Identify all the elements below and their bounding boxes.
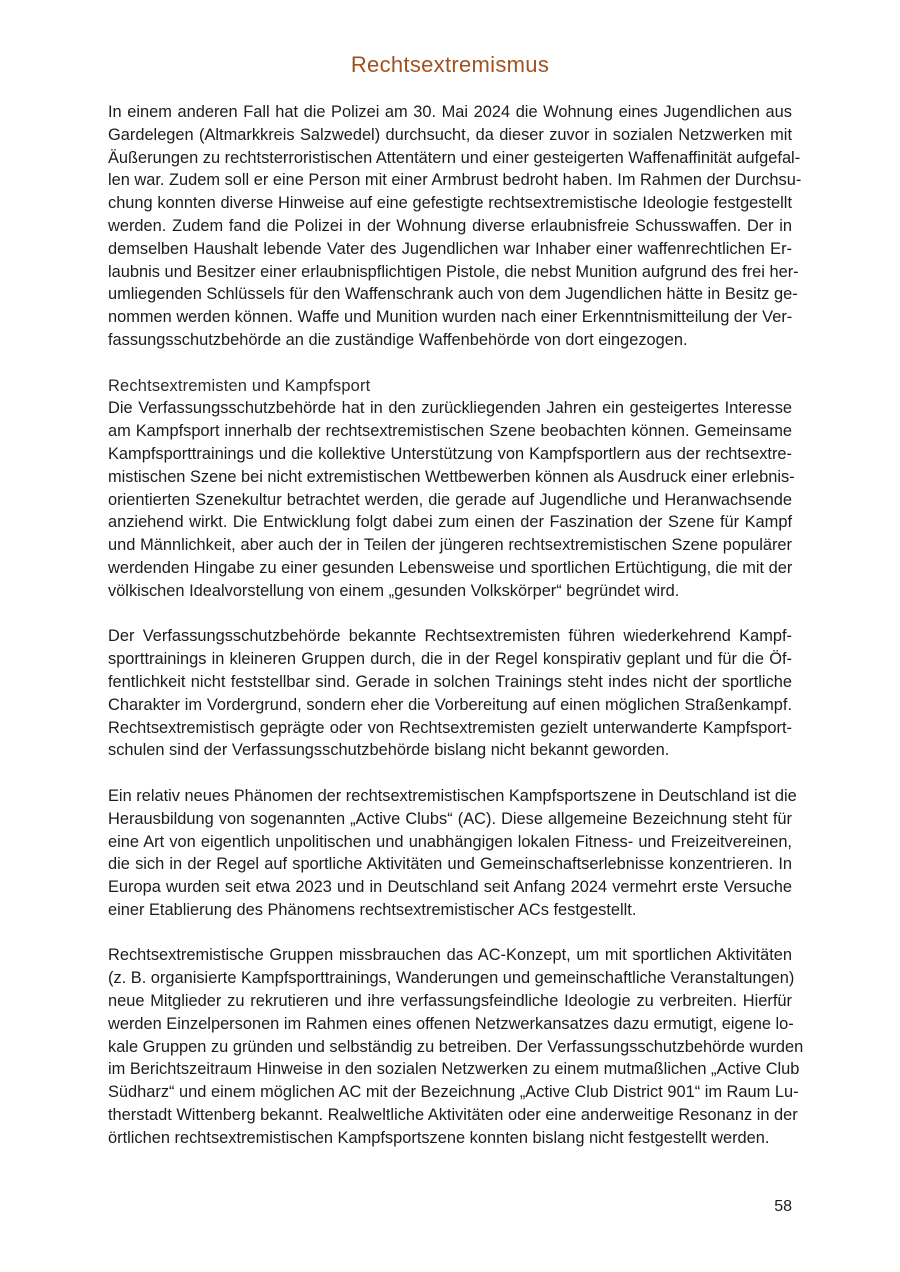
- text-line: die sich in der Regel auf sportliche Aktivitäten und Gemeinschaftserlebnisse konzentrieren. In: [108, 855, 792, 874]
- text-line: (z. B. organisierte Kampfsporttrainings, Wanderungen und gemeinschaftliche Veranstaltungen): [108, 969, 795, 988]
- text-line: Kampfsporttrainings und die kollektive Unterstützung von Kampfsportlern aus der rechtsextre-: [108, 444, 792, 463]
- text-line: fassungsschutzbehörde an die zuständige Waffenbehörde von dort eingezogen.: [108, 330, 688, 349]
- paragraph: [108, 785, 797, 922]
- paragraph-gap: [108, 922, 792, 945]
- page-number: 58: [774, 1198, 792, 1215]
- text-line: Die Verfassungsschutzbehörde hat in den zurückliegenden Jahren ein gesteigertes Interesse: [108, 399, 792, 418]
- running-header-title: Rechtsextremismus: [350, 52, 550, 77]
- text-line: Gardelegen (Altmarkkreis Salzwedel) durchsucht, da dieser zuvor in sozialen Netzwerken mit: [108, 125, 792, 144]
- text-line: örtlichen rechtsextremistischen Kampfsportszene konnten bislang nicht festgestellt werden.: [108, 1128, 770, 1147]
- text-line: Südharz“ und einem möglichen AC mit der Bezeichnung „Active Club District 901“ im Raum Lu-: [108, 1083, 799, 1102]
- text-line: umliegenden Schlüssels für den Waffenschrank auch von dem Jugendlichen hätte in Besitz ge-: [108, 285, 798, 304]
- text-line: Äußerungen zu rechtsterroristischen Attentätern und einer gesteigerten Waffenaffinität aufgefal-: [108, 148, 801, 167]
- paragraph-gap: [108, 762, 792, 785]
- page-body: [108, 101, 804, 1150]
- text-line: werden. Zudem fand die Polizei in der Wohnung diverse erlaubnisfreie Schusswaffen. Der in: [108, 216, 792, 235]
- text-line: im Berichtszeitraum Hinweise in den sozialen Netzwerken zu einem mutmaßlichen „Active Club: [108, 1060, 800, 1079]
- text-line: eine Art von eigentlich unpolitischen und unabhängigen lokalen Fitness- und Freizeitvereinen,: [108, 832, 792, 851]
- text-line: völkischen Idealvorstellung von einem „gesunden Volkskörper“ begründet wird.: [108, 581, 680, 600]
- text-line: Rechtsextremistische Gruppen missbrauchen das AC-Konzept, um mit sportlichen Aktivitäten: [108, 946, 792, 965]
- text-line: chung konnten diverse Hinweise auf eine gefestigte rechtsextremistische Ideologie festgestellt: [108, 194, 792, 213]
- text-line: laubnis und Besitzer einer erlaubnispflichtigen Pistole, die nebst Munition aufgrund des frei her-: [108, 262, 799, 281]
- paragraph-gap: [108, 352, 792, 375]
- text-line: len war. Zudem soll er eine Person mit einer Armbrust bedroht haben. Im Rahmen der Durchsu-: [108, 171, 802, 190]
- text-line: einer Etablierung des Phänomens rechtsextremistischer ACs festgestellt.: [108, 900, 637, 919]
- text-line: mistischen Szene bei nicht extremistischen Wettbewerben können als Ausdruck einer erlebnis-: [108, 467, 795, 486]
- text-line: therstadt Wittenberg bekannt. Realweltliche Aktivitäten oder eine anderweitige Resonanz in der: [108, 1106, 798, 1125]
- text-line: sporttrainings in kleineren Gruppen durch, die in der Regel konspirativ geplant und für die Öf-: [108, 650, 792, 669]
- text-line: Rechtsextremistisch geprägte oder von Rechtsextremisten gezielt unterwanderte Kampfsport-: [108, 718, 792, 737]
- text-line: anziehend wirkt. Die Entwicklung folgt dabei zum einen der Faszination der Szene für Kampf: [108, 513, 792, 532]
- section-heading: Rechtsextremisten und Kampfsport: [108, 376, 371, 395]
- text-line: am Kampfsport innerhalb der rechtsextremistischen Szene beobachten können. Gemeinsame: [108, 422, 792, 441]
- text-line: Der Verfassungsschutzbehörde bekannte Rechtsextremisten führen wiederkehrend Kampf-: [108, 627, 792, 646]
- paragraph: [108, 944, 804, 1149]
- text-line: schulen sind der Verfassungsschutzbehörde bislang nicht bekannt geworden.: [108, 741, 670, 760]
- text-line: In einem anderen Fall hat die Polizei am 30. Mai 2024 die Wohnung eines Jugendlichen aus: [108, 103, 792, 121]
- paragraph: [108, 375, 795, 603]
- text-line: demselben Haushalt lebende Vater des Jugendlichen war Inhaber einer waffenrechtlichen Er-: [108, 239, 792, 258]
- paragraph: [108, 101, 802, 352]
- text-line: neue Mitglieder zu rekrutieren und ihre verfassungsfeindliche Ideologie zu verbreiten. Hierfür: [108, 992, 792, 1011]
- text-line: Herausbildung von sogenannten „Active Clubs“ (AC). Diese allgemeine Bezeichnung steht für: [108, 809, 792, 828]
- text-line: kale Gruppen zu gründen und selbständig zu betreiben. Der Verfassungsschutzbehörde wurden: [108, 1037, 804, 1056]
- text-line: orientierten Szenekultur betrachtet werden, die gerade auf Jugendliche und Heranwachsende: [108, 490, 792, 509]
- paragraph-gap: [108, 603, 792, 626]
- text-line: Charakter im Vordergrund, sondern eher die Vorbereitung auf einen möglichen Straßenkampf.: [108, 695, 792, 714]
- text-line: werden Einzelpersonen im Rahmen eines offenen Netzwerkansatzes dazu ermutigt, eigene lo-: [108, 1014, 794, 1033]
- text-line: Europa wurden seit etwa 2023 und in Deutschland seit Anfang 2024 vermehrt erste Versuche: [108, 878, 792, 897]
- text-line: und Männlichkeit, aber auch der in Teilen der jüngeren rechtsextremistischen Szene populärer: [108, 536, 792, 555]
- text-line: nommen werden können. Waffe und Munition wurden nach einer Erkenntnismitteilung der Ver-: [108, 308, 793, 327]
- paragraph: [108, 625, 792, 762]
- text-line: Ein relativ neues Phänomen der rechtsextremistischen Kampfsportszene in Deutschland ist die: [108, 786, 797, 805]
- text-line: werdenden Hingabe zu einer gesunden Lebensweise und sportlichen Ertüchtigung, die mit der: [108, 558, 793, 577]
- text-line: fentlichkeit nicht feststellbar sind. Gerade in solchen Trainings steht indes nicht der sportliche: [108, 672, 792, 691]
